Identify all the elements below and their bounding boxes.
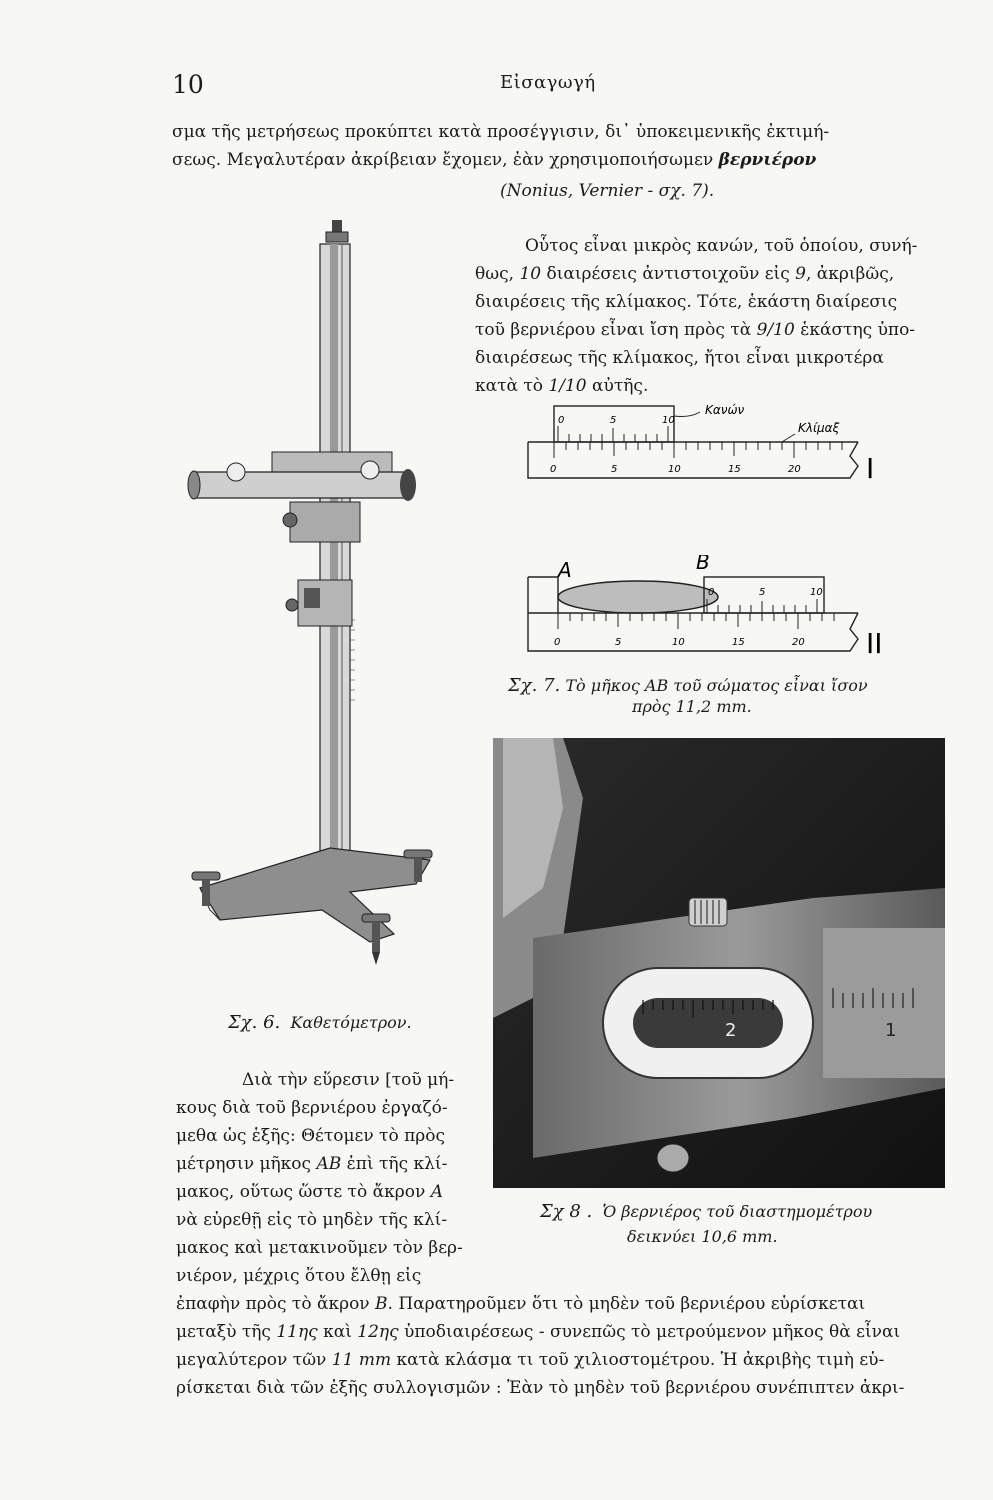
scale-tick-label: 15 — [732, 637, 745, 648]
vernier-diagram-2 — [520, 555, 890, 665]
roman-numeral-2: II — [866, 627, 883, 660]
scale-digit: 1 — [885, 1020, 897, 1041]
scale-digit: 2 — [725, 1020, 737, 1041]
scale-tick-label: 10 — [672, 637, 685, 648]
vernier-tick-label: 5 — [610, 415, 617, 426]
scale-tick-label: 5 — [615, 637, 622, 648]
label-kanon: Κανών — [705, 403, 745, 417]
vernier-tick-label: 5 — [759, 587, 766, 598]
carriage — [290, 502, 360, 542]
fig8-caption-line-1: Σχ 8 . Ὁ βερνιέρος τοῦ διαστημομέτρου — [540, 1201, 873, 1222]
scale-tick-label: 20 — [792, 637, 805, 648]
intro-line-3: (Nonius, Vernier - σχ. 7). — [500, 181, 715, 201]
top-knob — [332, 220, 342, 232]
running-header: Εἰσαγωγή — [500, 72, 596, 93]
measured-body — [558, 581, 718, 613]
fig7-caption-line-1: Σχ. 7. Τὸ μῆκος AB τοῦ σώματος εἶναι ἴσον — [508, 675, 868, 696]
intro-line-2: σεως. Μεγαλυτέραν ἀκρίβειαν ἔχομεν, ἐὰν χρησιμοποιήσωμεν βερνιέρον — [172, 150, 817, 170]
label-klimax: Κλίμαξ — [798, 421, 840, 435]
label-b: B — [696, 555, 710, 574]
label-a: A — [558, 558, 572, 582]
scale-tick-label: 20 — [788, 464, 801, 475]
cathetometer-illustration — [180, 220, 450, 990]
scale-tick-label: 0 — [550, 464, 557, 475]
tripod-base — [200, 848, 430, 942]
roman-numeral-1: I — [866, 452, 875, 485]
intro-line-1: σμα τῆς μετρήσεως προκύπτει κατὰ προσέγγισιν, δι᾿ ὑποκειμενικῆς ἐκτιμή- — [172, 122, 830, 142]
fig6-caption: Σχ. 6. Καθετόμετρον. — [228, 1012, 412, 1033]
fig7-caption-line-2: πρὸς 11,2 mm. — [632, 697, 752, 716]
vernier-tick-label: 0 — [708, 587, 715, 598]
leveling-screw — [192, 872, 220, 880]
leveling-screw — [362, 914, 390, 922]
scale-tick-label: 10 — [668, 464, 681, 475]
paragraph-bottom: ἐπαφὴν πρὸς τὸ ἄκρον B. Παρατηροῦμεν ὅτι τὸ μηδὲν τοῦ βερνιέρου εὑρίσκεται μεταξὺ τῆς 11ης καὶ 12ης ὑποδιαιρέσεως - συνεπῶς τὸ μετρούμενον μῆκος θὰ εἶναι μεγαλύτερον τῶν 11 mm κατὰ κλάσμα τι τοῦ χιλιοστομέτρου. Ἡ ἀκριβὴς τιμὴ εὑ- ρίσκεται διὰ τῶν ἑξῆς συλλογισμῶν : Ἐὰν τὸ μηδὲν τοῦ βερνιέρου συνέπιπτεν ἀκρι- — [176, 1294, 905, 1398]
fig8-caption-line-2: δεικνύει 10,6 mm. — [627, 1227, 778, 1246]
eyepiece — [400, 469, 416, 501]
scale-tick-label: 15 — [728, 464, 741, 475]
paragraph-vernier: Οὗτος εἶναι μικρὸς κανών, τοῦ ὁποίου, συνή- θως, 10 διαιρέσεις ἀντιστοιχοῦν εἰς 9, ἀκριβῶς, διαιρέσεις τῆς κλίμακος. Τότε, ἑκάστη διαίρεσις τοῦ βερνιέρου εἶναι ἴση πρὸς τὰ 9/10 ἑκάστης ὑπο- διαιρέσεως τῆς κλίμακος, ἤτοι εἶναι μικροτέρα κατὰ τὸ 1/10 αὐτῆς. — [475, 236, 918, 396]
caliper-photo — [493, 738, 945, 1188]
vernier-tick-label: 10 — [662, 415, 675, 426]
leveling-screw — [404, 850, 432, 858]
vernier-diagram-1 — [520, 398, 890, 488]
level-dial — [361, 461, 379, 479]
telescope — [192, 472, 412, 498]
level-dial — [227, 463, 245, 481]
vernier-tick-label: 0 — [558, 415, 565, 426]
scale-tick-label: 5 — [611, 464, 618, 475]
paragraph-procedure: Διὰ τὴν εὕρεσιν [τοῦ μή- κους διὰ τοῦ βερνιέρου ἐργαζό- μεθα ὡς ἑξῆς: Θέτομεν τὸ πρὸς μέτρησιν μῆκος AB ἐπὶ τῆς κλί- μακος, οὕτως ὥστε τὸ ἄκρον A νὰ εὑρεθῇ εἰς τὸ μηδὲν τῆς κλί- μακος καὶ μετακινοῦμεν τὸν βερ- νιέρον, μέχρις ὅτου ἔλθῃ εἰς — [176, 1070, 463, 1286]
page-number: 10 — [172, 70, 204, 99]
vernier-tick-label: 10 — [810, 587, 823, 598]
scale-tick-label: 0 — [554, 637, 561, 648]
